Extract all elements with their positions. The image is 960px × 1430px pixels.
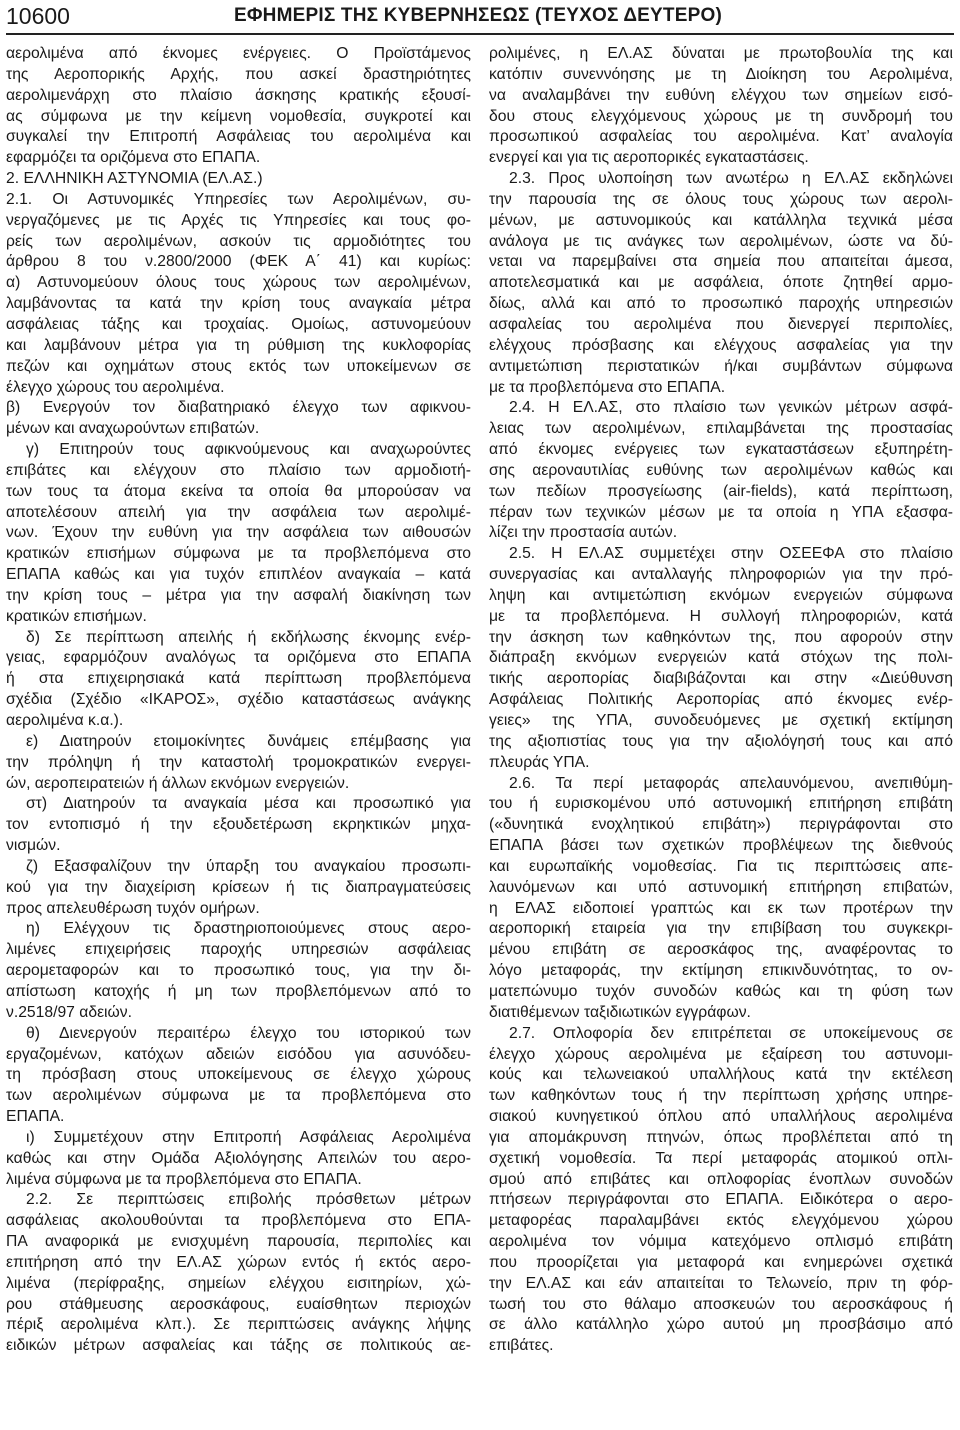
text-line: μένου επιβάτη σε αεροσκάφος της, αναφέροντας το bbox=[489, 941, 953, 959]
text-line: λιμένα (περίφραξης, σημείων ελέγχου εισιτηρίων, χώ- bbox=[6, 1274, 471, 1292]
text-line: λιμένα σύμφωνα με τα προβλεπόμενα στο ΕΠΑΠΑ. bbox=[6, 1170, 362, 1188]
text-line: την πρόληψη ή την καταστολή τρομοκρατικών ενεργει- bbox=[6, 753, 471, 771]
text-line: και λαμβάνουν μέτρα για τη ρύθμιση της κυκλοφορίας bbox=[6, 336, 471, 354]
text-line: στ) Διατηρούν τα αναγκαία μέσα και προσωπικό για bbox=[26, 795, 471, 813]
text-line: διατιθέμενων ταξιδιωτικών εγγράφων. bbox=[489, 1003, 751, 1021]
text-line: από έκνομες ενέργειες των εγκαταστάσεων εξυπηρέτη- bbox=[489, 441, 953, 459]
text-line: 2.3. Προς υλοποίηση των ανωτέρω η ΕΛ.ΑΣ εκδηλώνει bbox=[509, 170, 953, 188]
text-line: 2.2. Σε περιπτώσεις επιβολής πρόσθετων μέτρων bbox=[26, 1191, 471, 1209]
text-line: νισμών. bbox=[6, 837, 61, 855]
text-line: ασφαλείας του αερολιμένα που διενεργεί περιπολίες, bbox=[489, 315, 953, 333]
text-line: των τους τα άτομα εκείνα τα οποία θα μπορούσαν να bbox=[6, 482, 471, 500]
text-line: Ασφάλειας Πολιτικής Αεροπορίας από έκνομες ενέρ- bbox=[489, 691, 953, 709]
text-line: λαυνόμενων και υπό αστυνομική επιτήρηση επιβατών, bbox=[489, 878, 953, 896]
text-line: αποτελεσματικά και με ασφάλεια, όποτε ζητηθεί αρμο- bbox=[489, 274, 953, 292]
text-line: τον εντοπισμό ή την εξουδετέρωση εκρηκτικών μηχα- bbox=[6, 816, 471, 834]
text-line: γειας, εφαρμόζουν αναλόγως τα οριζόμενα στο ΕΠΑΠΑ bbox=[6, 649, 471, 667]
text-line: συνεργασίας και ανταλλαγής πληροφοριών για την πρό- bbox=[489, 566, 953, 584]
text-line: άρθρου 8 του ν.2800/2000 (ΦΕΚ Α΄ 41) και κυρίως: bbox=[6, 253, 471, 271]
page-header bbox=[6, 2, 954, 30]
text-line: επιβάτες. bbox=[489, 1337, 554, 1355]
text-line: ν.2518/97 αδειών. bbox=[6, 1003, 132, 1021]
text-line: διάπραξη εκνόμων ενεργειών κατά στόχων της πολι- bbox=[489, 649, 953, 667]
text-line: ας σύμφωνα με την κείμενη νομοθεσία, συγκροτεί και bbox=[6, 107, 471, 125]
left-column bbox=[6, 44, 471, 1357]
text-line: λαμβάνοντας τα κατά την κρίση τους αναγκαία μέτρα bbox=[6, 295, 471, 313]
text-line: ών, αεροπειρατειών ή άλλων εκνόμων ενεργειών. bbox=[6, 774, 350, 792]
text-line: τωσή του στο θάλαμο αποσκευών του αεροσκάφους ή bbox=[489, 1295, 953, 1313]
text-line: ε) Διατηρούν ετοιμοκίνητες δυνάμεις επέμβασης για bbox=[26, 732, 471, 750]
text-line: μεταφορέας παραλαμβάνει εκτός ελεγχόμενου χώρου bbox=[489, 1212, 953, 1230]
text-line: τη πρόσβαση στους υποκείμενους σε έλεγχο χώρους bbox=[6, 1066, 471, 1084]
text-line: την παρουσία της σε όλους τους χώρους των αερολι- bbox=[489, 190, 953, 208]
text-line: αποτελέσουν απειλή για την ασφάλεια των αερολιμέ- bbox=[6, 503, 471, 521]
text-line: και ευρωπαϊκής νομοθεσίας. Για τις περιπτώσεις απε- bbox=[489, 857, 953, 875]
text-line: πέραν των τεχνικών μέσων με τα οποία η ΥΠΑ εξασφα- bbox=[489, 503, 953, 521]
right-column bbox=[489, 44, 953, 1357]
text-line: ζ) Εξασφαλίζουν την ύπαρξη του αναγκαίου προσωπι- bbox=[26, 857, 471, 875]
text-line: εφαρμόζει τα οριζόμενα στο ΕΠΑΠΑ. bbox=[6, 149, 261, 167]
text-line: σχετική νομοθεσία. Τα περί μεταφοράς ατομικού οπλι- bbox=[489, 1149, 953, 1167]
text-line: με τα προβλεπόμενα στο ΕΠΑΠΑ. bbox=[489, 378, 726, 396]
text-line: να αναλαμβάνει την ευθύνη ελέγχου των σημείων εισό- bbox=[489, 86, 953, 104]
text-line: συγκαλεί την Επιτροπή Ασφάλειας του αερολιμένα και bbox=[6, 128, 471, 146]
text-line: ελέγχους πρόσβασης και ελέγχους ασφαλείας για την bbox=[489, 336, 953, 354]
text-line: πέριξ αερολιμένα κλπ.). Σε περιπτώσεις ανάγκης λήψης bbox=[6, 1316, 471, 1334]
text-line: εργαζομένων, κατόχων αδειών εισόδου για ασυνόδευ- bbox=[6, 1045, 471, 1063]
text-line: γ) Επιτηρούν τους αφικνούμενους και αναχωρούντες bbox=[26, 441, 471, 459]
text-line: θ) Διενεργούν περαιτέρω έλεγχο του ιστορικού των bbox=[26, 1024, 471, 1042]
text-line: μένων, με αστυνομικούς και κατάλληλα τεχνικά μέσα bbox=[489, 211, 953, 229]
text-line: ματεπώνυμο τυχόν συνοδών καθώς και τη φύση των bbox=[489, 982, 953, 1000]
text-line: η) Ελέγχουν τις δραστηριοποιούμενες στους αερο- bbox=[26, 920, 471, 938]
text-line: ΕΠΑΠΑ βάσει των σχετικών προβλέψεων της διεθνούς bbox=[489, 837, 953, 855]
text-line: αντιμετώπιση περιστατικών ή/και συμβάντων σύμφωνα bbox=[489, 357, 953, 375]
text-line: την ΕΛ.ΑΣ και εάν απαιτείται το Τελωνείο, πριν τη φόρ- bbox=[489, 1274, 953, 1292]
text-line: ρου στάθμευσης αεροσκάφους, ευαίσθητων περιοχών bbox=[6, 1295, 471, 1313]
text-line: 2.4. Η ΕΛ.ΑΣ, στο πλαίσιο των γενικών μέτρων ασφά- bbox=[509, 399, 953, 417]
text-line: ασφάλειας τάξης και τροχαίας. Ομοίως, αστυνομεύουν bbox=[6, 315, 471, 333]
text-line: ρολιμένες, η ΕΛ.ΑΣ δύναται με πρωτοβουλία της και bbox=[489, 45, 953, 62]
journal-title: ΕΦΗΜΕΡΙΣ ΤΗΣ ΚΥΒΕΡΝΗΣΕΩΣ (ΤΕΥΧΟΣ ΔΕΥΤΕΡΟ) bbox=[234, 5, 722, 26]
text-line: επιτήρηση από την ΕΛ.ΑΣ χώρων εντός ή εκτός αερο- bbox=[6, 1253, 471, 1271]
text-line: ασφάλειας ακολουθούνται τα προβλεπόμενα στο ΕΠΑ- bbox=[6, 1212, 471, 1230]
text-line: («δυνητικά ενοχλητικού επιβάτη») περιγράφονται στο bbox=[489, 816, 953, 834]
text-line: αερομεταφορών και το προσωπικό τους, για την δι- bbox=[6, 962, 471, 980]
text-line: καθώς και στην Ομάδα Αξιολόγησης Απειλών του αερο- bbox=[6, 1149, 471, 1167]
text-line: κατόπιν συνεννόησης με τη Διοίκηση του Αερολιμένα, bbox=[489, 65, 953, 83]
text-line: νεται να παρεμβαίνει στα σημεία που απαιτείται άμεσα, bbox=[489, 253, 953, 271]
text-line: 2.1. Οι Αστυνομικές Υπηρεσίες των Αερολιμένων, συ- bbox=[6, 190, 471, 208]
text-line: την κρίση τους – μέτρα για την ασφαλή διακίνηση των bbox=[6, 586, 471, 604]
text-line: πτήσεων περιγράφονται στο ΕΠΑΠΑ. Ειδικότερα ο αερο- bbox=[489, 1191, 953, 1209]
text-line: ενεργεί και για τις αεροπορικές εγκαταστάσεις. bbox=[489, 149, 809, 167]
text-line: β) Ενεργούν τον διαβατηριακό έλεγχο των αφικνου- bbox=[6, 399, 471, 417]
text-line: έλεγχο χώρους αερολιμένα με εξαίρεση του αστυνομι- bbox=[489, 1045, 953, 1063]
text-line: λίζει την προστασία αυτών. bbox=[489, 524, 678, 542]
text-line: δίως, αλλά και από το προσωπικό παροχής υπηρεσιών bbox=[489, 295, 953, 313]
text-line: της Αεροπορικής Αρχής, που ασκεί δραστηριότητες bbox=[6, 65, 471, 83]
text-line: προσωπικού ασφαλείας του αερολιμένα. Κατ’ αναλογία bbox=[489, 128, 953, 146]
text-line: γειες» της ΥΠΑ, συνοδευόμενες με σχετική εκτίμηση bbox=[489, 712, 953, 729]
text-line: της αξιοπιστίας τους για την αξιολόγησή τους και από bbox=[489, 732, 953, 750]
text-line: των πεδίων προσγείωσης (air-fields), κατά περίπτωση, bbox=[489, 482, 953, 500]
text-line: σιακού κυνηγετικού όπλου από υπαλλήλους αερολιμένα bbox=[489, 1108, 953, 1126]
text-line: αερολιμένα από έκνομες ενέργειες. Ο Προϊστάμενος bbox=[6, 45, 471, 62]
text-line: α) Αστυνομεύουν όλους τους χώρους των αερολιμένων, bbox=[6, 274, 471, 292]
text-line: 2.6. Τα περί μεταφοράς απελαυνόμενου, ανεπιθύμη- bbox=[509, 774, 953, 792]
text-line: ή στα επιχειρησιακά κατά περίπτωση προβλεπόμενα bbox=[6, 670, 471, 688]
text-line: λόγο μεταφοράς, την εκτίμηση επικινδυνότητας, το ον- bbox=[489, 962, 953, 980]
text-line: νων. Έχουν την ευθύνη για την ασφάλεια των αιθουσών bbox=[6, 524, 471, 542]
text-line: αεροπορική εταιρεία για την επιβίβαση του συγκεκρι- bbox=[489, 920, 953, 938]
text-line: σμού από επιβάτες και οπλοφορίας ένοπλων συνοδών bbox=[489, 1170, 953, 1188]
header-divider bbox=[6, 33, 954, 35]
text-line: λειας των αερολιμένων, επιλαμβάνεται της προστασίας bbox=[489, 420, 953, 438]
text-line: για απομάκρυνση πτηνών, όπως προβλέπεται από τη bbox=[489, 1128, 953, 1146]
text-line: προς απελευθέρωση τυχόν ομήρων. bbox=[6, 899, 260, 917]
text-line: των αερολιμένων σύμφωνα με τα προβλεπόμενα στο bbox=[6, 1087, 471, 1105]
text-line: λιμένες επιχειρήσεις παροχής υπηρεσιών ασφάλειας bbox=[6, 941, 471, 959]
text-line: μένων και αναχωρούντων επιβατών. bbox=[6, 420, 260, 438]
text-line: κού για την διαχείριση κρίσεων ή τις διαπραγματεύσεις bbox=[6, 878, 471, 896]
page-number: 10600 bbox=[6, 3, 70, 29]
text-line: ΠΑ αναφορικά με ενισχυμένη παρουσία, περιπολίες και bbox=[6, 1233, 471, 1251]
text-line: σχέδια (Σχέδιο «ΙΚΑΡΟΣ», σχέδιο καταστάσεως ανάγκης bbox=[6, 691, 471, 709]
text-line: την άσκηση των καθηκόντων της, που αφορούν στην bbox=[489, 628, 953, 646]
text-line: κρατικών επισήμων. bbox=[6, 607, 147, 625]
text-line: ι) Συμμετέχουν στην Επιτροπή Ασφάλειας Αερολιμένα bbox=[26, 1128, 471, 1146]
text-line: αερολιμένα κ.α.). bbox=[6, 712, 124, 729]
text-line: των καθηκόντων τους ή την περίπτωση χρήσης υπηρε- bbox=[489, 1087, 953, 1105]
text-line: σε άλλο κατάλληλο χώρο αυτού μη προσβάσιμο από bbox=[489, 1316, 953, 1334]
text-line: δου στους ελεγχόμενους χώρους με τη συνδρομή του bbox=[489, 107, 953, 125]
text-line: που προορίζεται για μεταφορά και ενημερώνει σχετικά bbox=[489, 1253, 953, 1271]
text-line: του ή ευρισκομένου υπό αστυνομική επιτήρηση επιβάτη bbox=[489, 795, 953, 813]
text-line: έλεγχο χώρους του αερολιμένα. bbox=[6, 378, 225, 396]
text-line: αερολιμενάρχη στο πλαίσιο άσκησης κρατικής εξουσί- bbox=[6, 86, 471, 104]
text-line: πεζών και οχημάτων στους εκτός των υποκείμενων σε bbox=[6, 357, 471, 375]
text-line: σης αεροναυτιλίας ευθύνης των αερολιμένων καθώς και bbox=[489, 461, 953, 479]
text-line: 2.5. Η ΕΛ.ΑΣ συμμετέχει στην ΟΣΕΕΦΑ στο πλαίσιο bbox=[509, 545, 953, 563]
text-line: πλευράς ΥΠΑ. bbox=[489, 753, 590, 771]
text-line: ΕΠΑΠΑ καθώς και για τυχόν επιπλέον αναγκαία – κατά bbox=[6, 566, 471, 584]
text-line: ανάλογα με τις ανάγκες των αερολιμένων, ώστε να δύ- bbox=[489, 232, 953, 250]
text-line: κρατικών επισήμων σύμφωνα με τα προβλεπόμενα στο bbox=[6, 545, 471, 563]
text-line: νεργαζόμενες με τις Αρχές τις Υπηρεσίες και τους φο- bbox=[6, 211, 471, 229]
text-line: κούς και τελωνειακού υπαλλήλους κατά την εκτέλεση bbox=[489, 1066, 953, 1084]
text-line: 2.7. Οπλοφορία δεν επιτρέπεται σε υποκείμενους σε bbox=[509, 1024, 953, 1042]
text-line: ληψη και αντιμετώπιση εκνόμων ενεργειών σύμφωνα bbox=[489, 586, 953, 604]
text-line: αερολιμένα τον νόμιμα κατεχόμενο οπλισμό επιβάτη bbox=[489, 1233, 953, 1251]
text-line: ειδικών μέτρων ασφαλείας και τάξης σε πολιτικούς αε- bbox=[6, 1337, 471, 1355]
text-line: 2. ΕΛΛΗΝΙΚΗ ΑΣΤΥΝΟΜΙΑ (ΕΛ.ΑΣ.) bbox=[6, 170, 263, 188]
text-line: ΕΠΑΠΑ. bbox=[6, 1108, 65, 1126]
text-line: δ) Σε περίπτωση απειλής ή εκδήλωσης έκνομης ενέρ- bbox=[26, 628, 471, 646]
text-line: επιβάτες και ελέγχουν στο πλαίσιο των αρμοδιοτή- bbox=[6, 461, 471, 479]
text-line: ρείς των αερολιμένων, ασκούν τις αρμοδιότητες του bbox=[6, 232, 471, 250]
text-line: με τα προβλεπόμενα. Η συλλογή πληροφοριών, κατά bbox=[489, 607, 953, 625]
text-line: η ΕΛΑΣ ειδοποιεί γραπτώς και εκ των προτέρων την bbox=[489, 899, 953, 917]
text-line: τικής αεροπορίας διαβιβάζονται και στην «Διεύθυνση bbox=[489, 670, 953, 688]
text-line: απίστωση κατοχής ή μη των προβλεπόμενων από το bbox=[6, 982, 471, 1000]
